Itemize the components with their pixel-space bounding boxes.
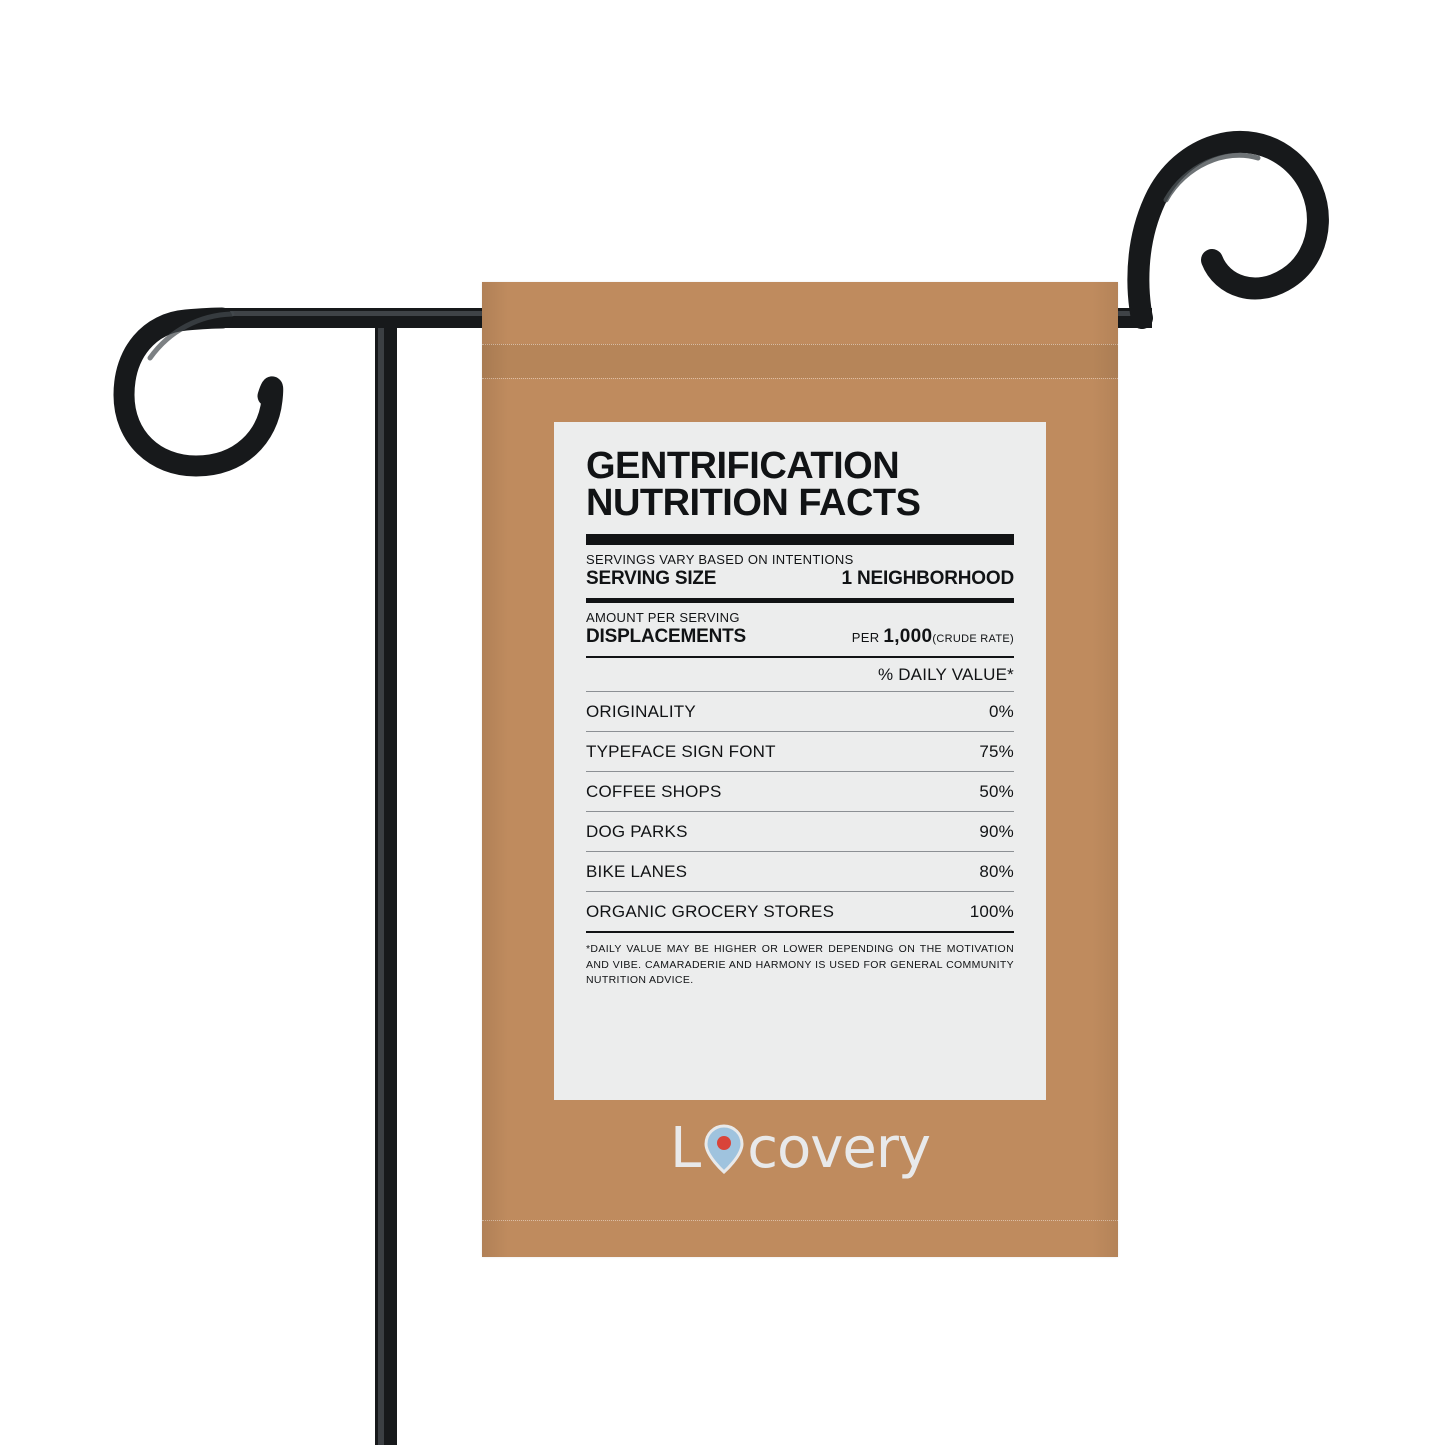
amount-per-prefix: PER <box>851 630 884 646</box>
nutrient-name: TYPEFACE SIGN FONT <box>586 742 776 762</box>
nutrient-row <box>586 812 1014 851</box>
stand-pole <box>375 318 397 1445</box>
stand-left-hook <box>124 318 273 466</box>
nutrient-name: BIKE LANES <box>586 862 688 882</box>
flag-shading-left <box>482 282 508 1257</box>
nutrient-name: DOG PARKS <box>586 822 688 842</box>
garden-flag <box>482 282 1118 1257</box>
map-pin-icon <box>702 1123 746 1175</box>
amount-per-serving-label: AMOUNT PER SERVING <box>586 610 740 626</box>
label-footnote: *DAILY VALUE MAY BE HIGHER OR LOWER DEPENDING ON THE MOTIVATION AND VIBE. CAMARADERIE AND HARMONY IS USED FOR GENERAL COMMUNITY NUTRITION ADVICE. <box>586 943 1014 986</box>
flag-stitch-top <box>482 344 1118 345</box>
nutrient-value: 75% <box>979 742 1014 762</box>
nutrient-value: 90% <box>979 822 1014 842</box>
servings-note: SERVINGS VARY BASED ON INTENTIONS <box>586 552 854 568</box>
nutrition-label-panel <box>554 422 1046 1100</box>
serving-size-label: SERVING SIZE <box>586 568 717 590</box>
nutrient-row <box>586 772 1014 811</box>
nutrient-value: 100% <box>969 902 1014 922</box>
amount-name: DISPLACEMENTS <box>586 626 746 648</box>
amount-row <box>586 626 1014 656</box>
daily-value-header: % DAILY VALUE* <box>877 665 1014 685</box>
label-title <box>586 445 1014 525</box>
flag-stitch-bottom <box>482 1220 1118 1221</box>
label-title-line1: GENTRIFICATION <box>586 445 900 487</box>
nutrient-row <box>586 692 1014 731</box>
brand-logo <box>482 1116 1118 1181</box>
amount-per-number: 1,000 <box>883 626 933 648</box>
serving-size-value: 1 NEIGHBORHOOD <box>841 568 1014 590</box>
flag-sleeve-fold <box>482 344 1118 378</box>
amount-per-unit <box>852 626 1014 648</box>
brand-suffix: covery <box>747 1116 930 1181</box>
nutrient-name: ORIGINALITY <box>586 702 696 722</box>
stand-right-hook <box>1138 142 1318 318</box>
flag-shading-right <box>1092 282 1118 1257</box>
nutrient-name: COFFEE SHOPS <box>586 782 722 802</box>
label-title-line2: NUTRITION FACTS <box>586 482 921 525</box>
amount-per-suffix: (CRUDE RATE) <box>932 633 1014 646</box>
rule-thick-top <box>586 534 1014 545</box>
brand-prefix: L <box>669 1116 701 1181</box>
nutrient-value: 0% <box>989 702 1014 722</box>
rule-med-1 <box>586 598 1014 603</box>
flag-stitch-sleeve <box>482 378 1118 379</box>
nutrient-row <box>586 852 1014 891</box>
nutrient-value: 80% <box>979 862 1014 882</box>
nutrient-row <box>586 732 1014 771</box>
nutrient-value: 50% <box>979 782 1014 802</box>
nutrient-name: ORGANIC GROCERY STORES <box>586 902 835 922</box>
nutrient-row <box>586 892 1014 931</box>
serving-size-row <box>586 568 1014 598</box>
